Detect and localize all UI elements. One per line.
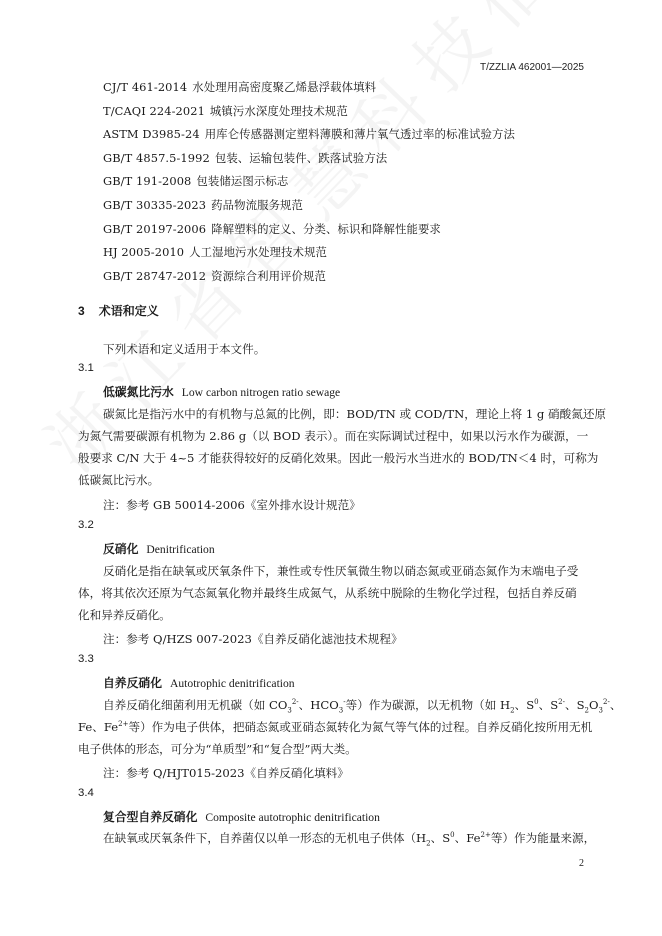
reference-item: GB/T 20197-2006 降解塑料的定义、分类、标识和降解性能要求 <box>103 221 441 236</box>
clause-number: 3.1 <box>78 362 94 374</box>
reference-item: ASTM D3985-24 用库仑传感器测定塑料薄膜和薄片氧气透过率的标准试验方法 <box>103 127 515 142</box>
term-definition-line: 低碳氮比污水。 <box>78 473 160 487</box>
reference-list <box>103 78 515 290</box>
term-definition-line: 为氮气需要碳源有机物为 2.86 g（以 BOD 表示）。而在实际调试过程中，如果以污水作为碳源，一 <box>78 429 589 443</box>
reference-item: HJ 2005-2010 人工湿地污水处理技术规范 <box>103 245 328 260</box>
reference-item: GB/T 191-2008 包装储运图示标志 <box>103 174 289 189</box>
term-definition-line: 电子供体的形态，可分为“单质型”和“复合型”两大类。 <box>78 742 357 756</box>
term-definition-line: 自养反硝化细菌利用无机碳（如 $CO_3^{2-}$、$HCO_3^-$等）作为碳源，以无机物（如 $H_2$、$S^0$、$S^{2-}$、$S_2O_3^{2-}$、 <box>103 698 622 715</box>
term-title: 复合型自养反硝化 Composite autotrophic denitrification <box>103 810 380 824</box>
page-number: 2 <box>579 858 584 869</box>
term-note: 注：参考 GB 50014-2006《室外排水设计规范》 <box>103 498 361 512</box>
reference-item: CJ/T 461-2014 水处理用高密度聚乙烯悬浮载体填料 <box>103 80 377 94</box>
term-definition-line: 体，将其依次还原为气态氮氧化物并最终生成氮气，从系统中脱除的生物化学过程，包括自养反硝 <box>78 586 577 600</box>
term-definition-line: Fe、$Fe^{2+}$等）作为电子供体，把硝态氮或亚硝态氮转化为氮气等气体的过程。自养反硝化按所用无机 <box>78 720 593 734</box>
document-id: T/ZZLIA 462001—2025 <box>480 62 584 73</box>
clause-number: 3.3 <box>78 653 94 665</box>
reference-item: GB/T 30335-2023 药品物流服务规范 <box>103 197 304 212</box>
term-note: 注：参考 Q/HZS 007-2023《自养反硝化滤池技术规程》 <box>103 632 403 646</box>
section-heading: 3 术语和定义 <box>78 304 159 318</box>
term-note: 注：参考 Q/HJT015-2023《自养反硝化填料》 <box>103 766 349 780</box>
clause-number: 3.4 <box>78 787 94 799</box>
term-definition-line: 碳氮比是指污水中的有机物与总氮的比例，即：BOD/TN 或 COD/TN，理论上将 1 g 硝酸氮还原 <box>103 407 607 421</box>
term-definition-line: 在缺氧或厌氧条件下，自养菌仅以单一形态的无机电子供体（$H_2$、$S^0$、$Fe^{2+}$等）作为能量来源， <box>103 831 596 848</box>
term-title: 反硝化 Denitrification <box>103 542 215 556</box>
reference-item: T/CAQI 224-2021 城镇污水深度处理技术规范 <box>103 103 348 118</box>
term-title: 自养反硝化 Autotrophic denitrification <box>103 676 295 690</box>
reference-item: GB/T 4857.5-1992 包装、运输包装件、跌落试验方法 <box>103 150 388 165</box>
reference-item: GB/T 28747-2012 资源综合利用评价规范 <box>103 268 327 283</box>
term-definition-line: 化和异养反硝化。 <box>78 608 171 622</box>
section-intro: 下列术语和定义适用于本文件。 <box>103 342 266 356</box>
term-title: 低碳氮比污水 Low carbon nitrogen ratio sewage <box>103 385 341 399</box>
term-definition-line: 般要求 C/N 大于 4~5 才能获得较好的反硝化效果。因此一般污水当进水的 BOD/TN＜4 时，可称为 <box>78 451 599 465</box>
term-definition-line: 反硝化是指在缺氧或厌氧条件下，兼性或专性厌氧微生物以硝态氮或亚硝态氮作为末端电子受 <box>103 564 579 578</box>
clause-number: 3.2 <box>78 519 94 531</box>
